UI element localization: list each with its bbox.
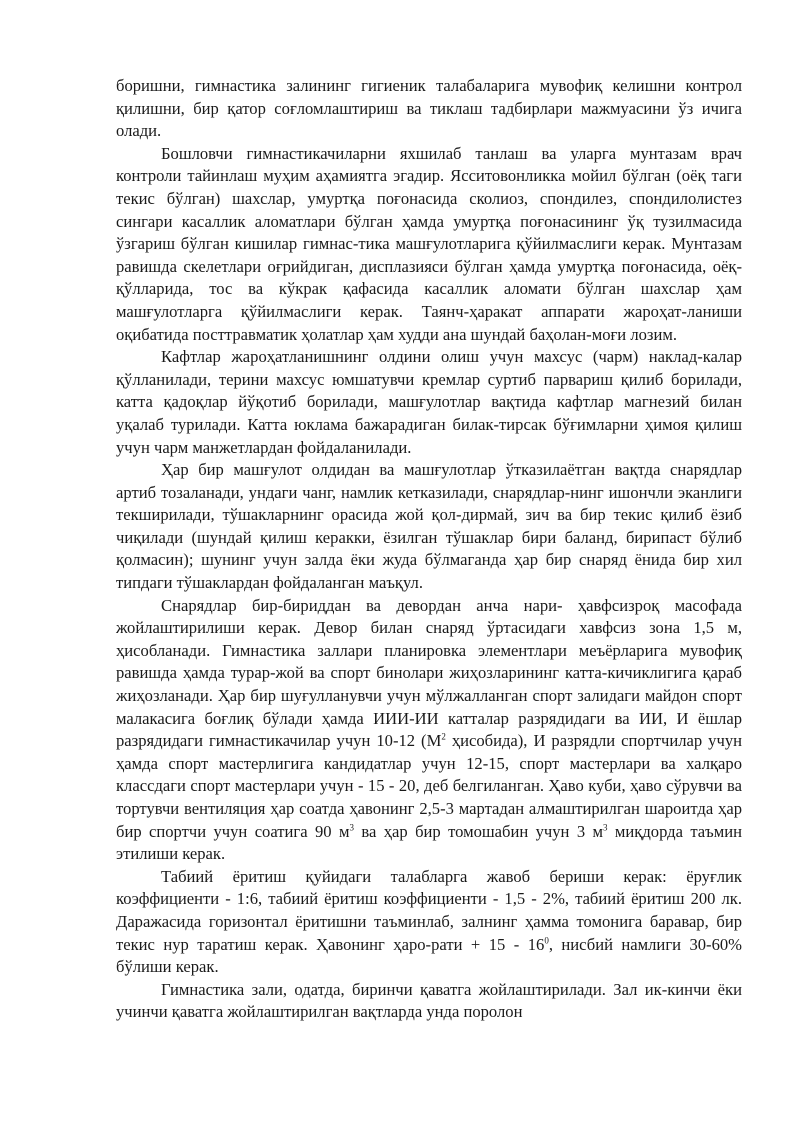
superscript-degree: 0 <box>544 935 549 946</box>
paragraph-7: Гимнастика зали, одатда, биринчи қаватга жойлаштирилади. Зал ик-кинчи ёки учинчи қаватга жойлаштирилган вақтларда унда поролон <box>116 979 742 1022</box>
superscript-cubic: 3 <box>349 822 354 833</box>
paragraph-6 <box>116 866 742 979</box>
paragraph-5-part-a: Снарядлар бир-бириддан ва девордан анча нари- ҳавфсизроқ масофада жойлаштирилиши керак. Девор билан снаряд ўртасидаги хавфсиз зона 1,5 м, ҳисобланади. Гимнастика заллари планировка элементлари меъёрларига мувофиқ равишда ҳамда турар-жой ва спорт бинолари жиҳозларининг катта-кичиклигига қараб жиҳозланади. Ҳар бир шуғулланувчи учун мўлжалланган спорт залидаги майдон спорт малакасига боғлиқ бўлади ҳамда ИИИ-ИИ катталар разрядидаги ва ИИ, И ёшлар разрядидаги гимнастикачилар учун 10-12 (М <box>116 595 742 751</box>
paragraph-5-part-d: миқдорда таъмин этилиши керак. <box>116 821 742 864</box>
paragraph-1: боришни, гимнастика залининг гигиеник талабаларига мувофиқ келишни контрол қилишни, бир қатор соғломлаштириш ва тиклаш тадбирлари мажмуасини ўз ичига олади. <box>116 76 742 141</box>
superscript-square: 2 <box>441 731 446 742</box>
paragraph-6-part-b: , нисбий намлиги 30-60% бўлиши керак. <box>116 934 742 977</box>
paragraph-3: Кафтлар жароҳатланишнинг олдини олиш учун махсус (чарм) наклад-калар қўлланилади, терини махсус юмшатувчи кремлар суртиб парвариш қилиб борилади, катта қадоқлар йўқотиб борилади, машғулотлар вақтида кафтлар магнезий билан уқалаб турилади. Катта юклама бажарадиган билак-тирсак бўғимларни ҳимоя қилиш учун чарм манжетлардан фойдаланилади. <box>116 347 742 457</box>
superscript-cubic: 3 <box>603 822 608 833</box>
paragraph-5 <box>116 595 742 866</box>
paragraph-5-part-b: ҳисобида), И разрядли спортчилар учун ҳамда спорт мастерлигига кандидатлар учун 12-15, спорт мастерлари ва халқаро классдаги спорт мастерлари учун - 15 - 20, деб белгиланган. Ҳаво куби, ҳаво сўрувчи ва тортувчи вентиляция ҳар соатда ҳавонинг 2,5-3 мартадан алмаштирилган шароитда ҳар бир спортчи учун соатига 90 м <box>116 731 742 841</box>
document-page <box>116 75 742 1024</box>
paragraph-2: Бошловчи гимнастикачиларни яхшилаб танлаш ва уларга мунтазам врач контроли тайинлаш муҳим аҳамиятга эгадир. Ясситовонликка мойил бўлган (оёқ таги текис бўлган) шахслар, умуртқа поғонасида сколиоз, спондилез, спондилолистез сингари касаллик аломатлари бўлган ҳамда умуртқа поғонасининг ўқ тузилмасида ўзгариш бўлган кишилар гимнас-тика машғулотларига қўйилмаслиги керак. Мунтазам равишда скелетлари оғрийдиган, дисплазияси бўлган ҳамда умуртқа поғонасида, оёқ-қўлларида, тос ва кўкрак қафасида касаллик аломати бўлган шахслар ҳам машғулотларга қўйилмаслиги керак. Таянч-ҳаракат аппарати жароҳат-ланиши оқибатида посттравматик ҳолатлар ҳам худди ана шундай баҳолан-моғи лозим. <box>116 143 742 344</box>
paragraph-4: Ҳар бир машғулот олдидан ва машғулотлар ўтказилаётган вақтда снарядлар артиб тозаланади, ундаги чанг, намлик кетказилади, снарядлар-нинг ишончли эканлиги текширилади, тўшакларнинг орасида жой қол-дирмай, зич ва бир текис қилиб ёзиб чиқилади (шундай қилиш керакки, ёзилган тўшаклар бири баланд, бирипаст бўлиб қолмасин); шунинг учун залда ёки жуда бўлмаганда ҳар бир снаряд ёнида бир хил типдаги тўшаклардан фойдаланган маъқул. <box>116 460 742 593</box>
paragraph-5-part-c: ва ҳар бир томошабин учун 3 м <box>353 821 603 841</box>
paragraph-6-part-a: Табиий ёритиш қуйидаги талабларга жавоб бериши керак: ёруғлик коэффициенти - 1:6, табиий ёритиш коэффициенти - 1,5 - 2%, табиий ёритиш 200 лк. Даражасида горизонтал ёритишни таъминлаб, залнинг ҳамма томонига баравар, бир текис нур таратиш керак. Ҳавонинг ҳаро-рати + 15 - 16 <box>116 866 742 954</box>
